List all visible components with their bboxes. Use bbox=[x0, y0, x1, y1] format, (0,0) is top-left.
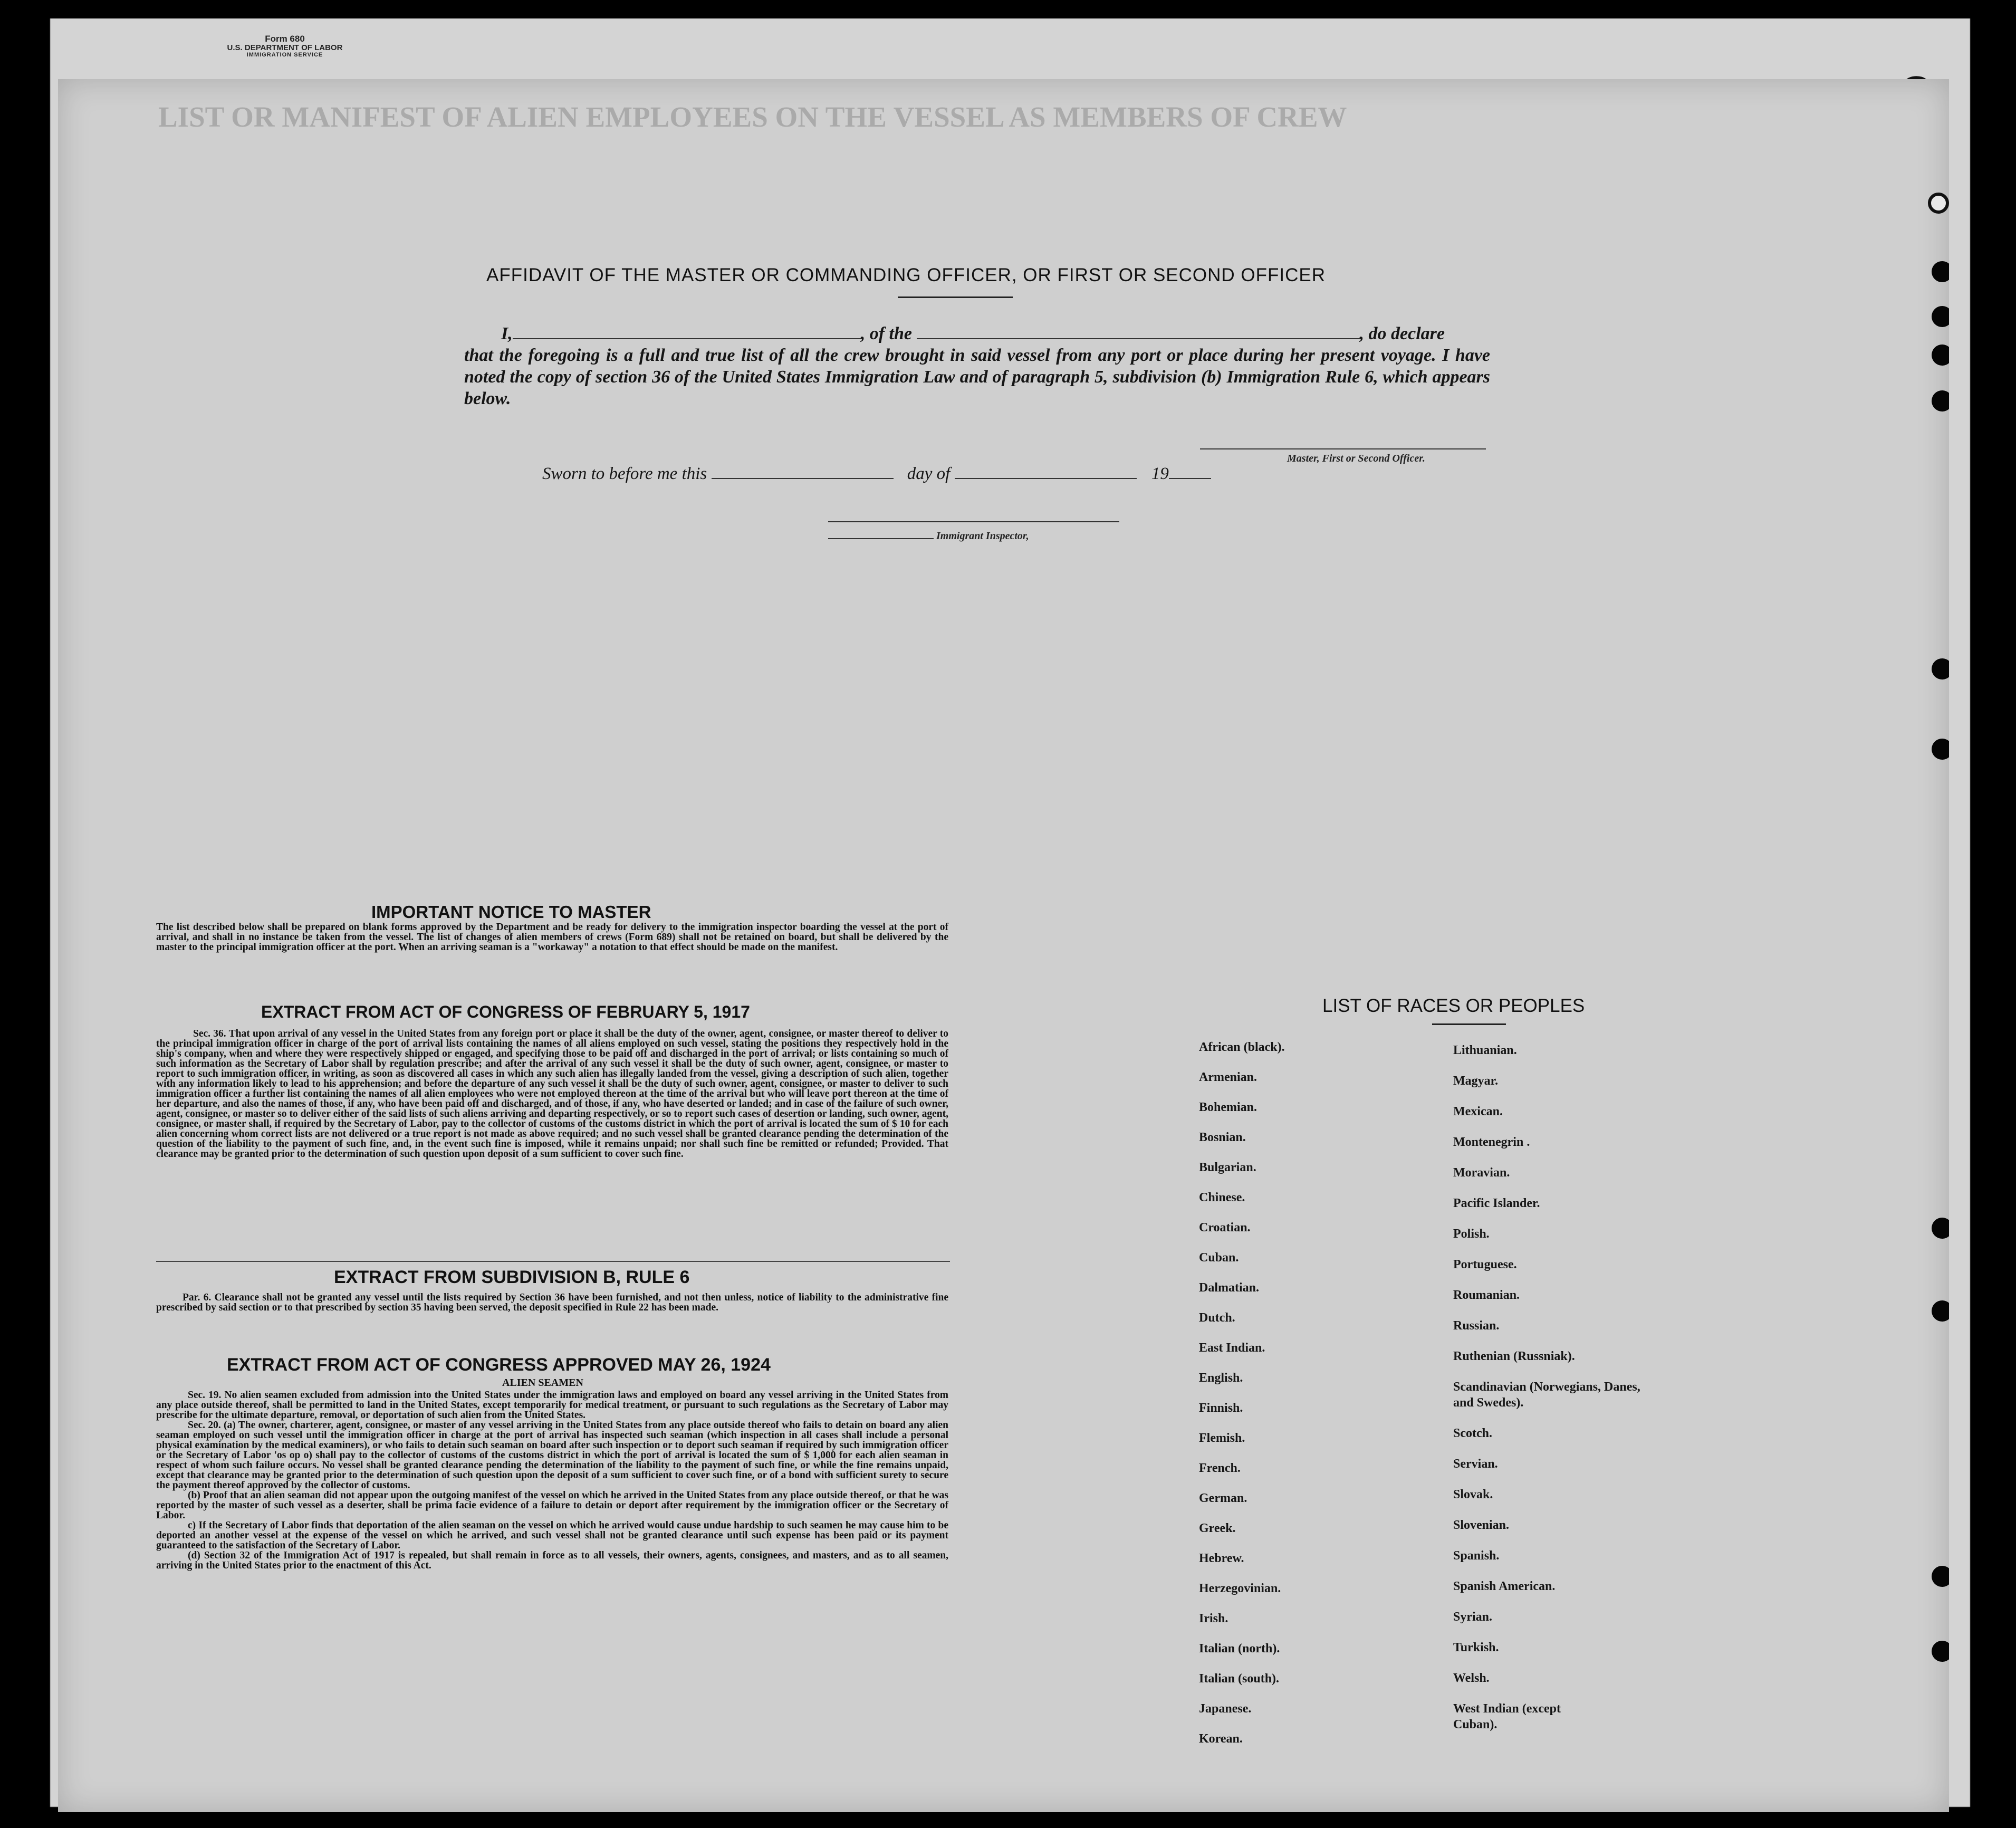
race-item: Chinese. bbox=[1199, 1191, 1245, 1204]
race-item: Syrian. bbox=[1453, 1610, 1493, 1624]
race-item: Japanese. bbox=[1199, 1702, 1252, 1716]
rule6-body: Par. 6. Clearance shall not be granted any vessel until the lists required by Section 36 have been furnished, and not then unless, notice of liability to the administrative fine prescribed by said section or to that prescribed by section 35 having been served, the deposit specified in Rule 22 has been made. bbox=[156, 1292, 948, 1313]
race-item: Russian. bbox=[1453, 1319, 1500, 1333]
year-blank bbox=[1169, 465, 1211, 479]
binder-hole bbox=[1928, 193, 1949, 214]
signature-label: Master, First or Second Officer. bbox=[1287, 453, 1425, 464]
service-name: IMMIGRATION SERVICE bbox=[246, 51, 323, 58]
race-item: Korean. bbox=[1199, 1732, 1243, 1746]
binder-hole bbox=[1932, 1566, 1949, 1587]
race-item: Lithuanian. bbox=[1453, 1044, 1517, 1057]
inspector-label: Immigrant Inspector, bbox=[936, 530, 1029, 542]
section-divider bbox=[156, 1261, 950, 1262]
extract-1924-title: EXTRACT FROM ACT OF CONGRESS APPROVED MAY 26, 1924 bbox=[227, 1355, 771, 1375]
inspector-label-row bbox=[828, 530, 1029, 542]
binder-hole bbox=[1932, 739, 1949, 760]
affidavit-statement: that the foregoing is a full and true list of all the crew brought in said vessel from any port or place during her present voyage. I have noted the copy of section 36 of the United States Immigration Law and of paragraph 5, subdivision (b) Immigration Rule 6, which appears below. bbox=[464, 346, 1490, 408]
extract-1917-body: Sec. 36. That upon arrival of any vessel in the United States from any foreign port or place it shall be the duty of the owner, agent, consignee, or master thereof to deliver to the principal immigration officer in charge of the port of arrival lists containing the names of all aliens employed on such vessel, stating the positions they respectively hold in the ship's company, when and where they were respectively shipped or engaged, and specifying those to be paid off and discharged in the port of arrival; or lists containing so much of such information as the Secretary of Labor shall by regulation prescribe; and after the arrival of any such vessel it shall be the duty of such owner, agent, consignee, or master to report to such immigration officer, in writing, as soon as discovered all cases in which any such alien has illegally landed from the vessel, giving a description of such alien, together with any information likely to lead to his apprehension; and before the departure of any such vessel it shall be the duty of such owner, agent, consignee, or master to deliver to such immigration officer a further list containing the names of all alien employees who were not employed thereon at the time of the arrival but who will leave port thereon at the time of her departure, and also the names of those, if any, who have been paid off and discharged, and of those, if any, who have deserted or landed; and in case of the failure of such owner, agent, consignee, or master so to deliver either of the said lists of such aliens arriving and departing respectively, or so to report such cases of desertion or landing, such owner, agent, consignee, or master shall, if required by the Secretary of Labor, pay to the collector of customs of the customs district in which the port of arrival is located the sum of $ 10 for each alien concerning whom correct lists are not delivered or a true report is not made as above required; and no such vessel shall be granted clearance pending the determination of the question of the liability to the payment of such fine, and, in the event such fine is imposed, while it remains unpaid; nor shall such fine be remitted or refunded; Provided. That clearance may be granted prior to the determination of such question upon deposit of a sum sufficient to cover such fine. bbox=[156, 1028, 948, 1160]
race-item: German. bbox=[1199, 1491, 1247, 1505]
extract-1924-body bbox=[156, 1390, 948, 1571]
extract-1917-title: EXTRACT FROM ACT OF CONGRESS OF FEBRUARY 5, 1917 bbox=[261, 1002, 750, 1021]
race-item: Scandinavian (Norwegians, Danes, and Swedes). bbox=[1453, 1380, 1640, 1410]
race-item: Moravian. bbox=[1453, 1166, 1510, 1180]
binder-hole bbox=[1932, 390, 1949, 411]
sec19-paragraph: Sec. 19. No alien seamen excluded from admission into the United States under the immigration laws and employed on board any vessel arriving in the United States from any place outside thereof, shall be permitted to land in the United States, except temporarily for medical treatment, or pursuant to such regulations as the Secretary of Labor may prescribe for the ultimate departure, removal, or deportation of such alien from the United States. bbox=[156, 1390, 948, 1421]
department-name: U.S. DEPARTMENT OF LABOR bbox=[227, 43, 343, 52]
race-item: Armenian. bbox=[1199, 1070, 1257, 1084]
sec20a-paragraph: Sec. 20. (a) The owner, charterer, agent, consignee, or master of any vessel arriving in the United States from any place outside thereof who fails to detain on board any alien seaman employed on such vessel until the immigration officer in charge at the port of arrival has inspected such seaman (which inspection in all cases shall include a personal physical examination by the medical examiners), or who fails to detain such seaman on board after such inspection or to deport such seaman if required by such immigration officer or the Secretary of Labor 'os op o) shall pay to the collector of customs of the customs district in which the port of arrival is located the sum of $ 1,000 for each alien seaman in respect of whom such failure occurs. No vessel shall be granted clearance pending the determination of the liability to the payment of such fine, or while the fine remains unpaid, except that clearance may be granted prior to the determination of such question upon the deposit of a sum sufficient to cover such fine, or of a bond with sufficient surety to secure the payment thereof approved by the collector of customs. bbox=[156, 1420, 948, 1491]
race-item: Bosnian. bbox=[1199, 1131, 1246, 1144]
day-of-text: day of bbox=[907, 464, 951, 483]
bleed-through-text: LIST OR MANIFEST OF ALIEN EMPLOYEES ON THE VESSEL AS MEMBERS OF CREW bbox=[158, 101, 1347, 133]
race-item: Polish. bbox=[1453, 1227, 1490, 1241]
race-item: African (black). bbox=[1199, 1040, 1285, 1054]
race-item: Bohemian. bbox=[1199, 1100, 1257, 1114]
binder-hole bbox=[1932, 261, 1949, 282]
race-item: East Indian. bbox=[1199, 1341, 1265, 1355]
race-item: Dutch. bbox=[1199, 1311, 1235, 1325]
sworn-line bbox=[542, 464, 1211, 484]
signature-line bbox=[1200, 448, 1486, 449]
race-item: Slovenian. bbox=[1453, 1518, 1510, 1532]
affidavit-declare: , do declare bbox=[1359, 324, 1445, 343]
affidavit-title: AFFIDAVIT OF THE MASTER OR COMMANDING OFFICER, OR FIRST OR SECOND OFFICER bbox=[486, 265, 1326, 285]
race-item: Bulgarian. bbox=[1199, 1161, 1256, 1174]
race-item: Greek. bbox=[1199, 1521, 1236, 1535]
binder-hole bbox=[1932, 658, 1949, 679]
race-item: Servian. bbox=[1453, 1457, 1498, 1471]
race-item: Scotch. bbox=[1453, 1427, 1492, 1440]
binder-hole bbox=[1932, 1641, 1949, 1662]
race-item: Montenegrin . bbox=[1453, 1135, 1530, 1149]
races-title: LIST OF RACES OR PEOPLES bbox=[1322, 996, 1585, 1016]
race-item: Italian (south). bbox=[1199, 1672, 1280, 1686]
binder-hole bbox=[1932, 306, 1949, 327]
notice-title: IMPORTANT NOTICE TO MASTER bbox=[371, 902, 651, 922]
race-item: Turkish. bbox=[1453, 1641, 1499, 1654]
title-rule bbox=[898, 296, 1013, 298]
race-item: French. bbox=[1199, 1461, 1241, 1475]
race-item: Pacific Islander. bbox=[1453, 1197, 1540, 1210]
sworn-text: Sworn to before me this bbox=[542, 464, 707, 483]
race-item: Finnish. bbox=[1199, 1401, 1243, 1415]
binder-hole bbox=[1932, 1218, 1949, 1239]
extract-1924-subtitle: ALIEN SEAMEN bbox=[502, 1377, 583, 1389]
race-item: Spanish. bbox=[1453, 1549, 1500, 1563]
form-number: Form 680 bbox=[265, 34, 305, 44]
race-item: Welsh. bbox=[1453, 1671, 1490, 1685]
day-blank bbox=[712, 465, 894, 479]
month-blank bbox=[955, 465, 1137, 479]
sec20c-paragraph: c) If the Secretary of Labor finds that deportation of the alien seaman on the vessel on which he arrived would cause undue hardship to such seamen he may cause him to be deported an another vessel at the expense of the vessel on which he arrived, and such vessel shall not be granted clearance until such expense has been paid or its payment guaranteed to the satisfaction of the Secretary of Labor. bbox=[156, 1520, 948, 1551]
affidavit-of-the: , of the bbox=[860, 324, 913, 343]
name-blank bbox=[513, 326, 861, 339]
race-item: Irish. bbox=[1199, 1612, 1228, 1625]
race-item: Roumanian. bbox=[1453, 1288, 1520, 1302]
races-title-rule bbox=[1432, 1023, 1506, 1025]
inspector-signature-line bbox=[828, 521, 1119, 522]
affidavit-body bbox=[464, 323, 1490, 409]
inspector-blank bbox=[828, 531, 934, 539]
race-item: Mexican. bbox=[1453, 1105, 1503, 1118]
race-item: Magyar. bbox=[1453, 1074, 1499, 1088]
rule6-title: EXTRACT FROM SUBDIVISION B, RULE 6 bbox=[334, 1267, 690, 1287]
race-item: English. bbox=[1199, 1371, 1243, 1385]
binder-hole bbox=[1932, 344, 1949, 366]
vessel-blank bbox=[917, 326, 1360, 339]
year-text: 19 bbox=[1151, 464, 1169, 483]
form-header bbox=[208, 34, 361, 58]
race-item: Slovak. bbox=[1453, 1488, 1493, 1501]
race-item: Croatian. bbox=[1199, 1221, 1251, 1234]
notice-body: The list described below shall be prepared on blank forms approved by the Department and be ready for delivery to the immigration inspector boarding the vessel at the port of arrival, and shall in no instance be taken from the vessel. The list of changes of alien members of crews (Form 689) shall not be retained on board, but shall be delivered by the master to the principal immigration officer at the port. When an arriving seaman is a "workaway" a notation to that effect should be made on the manifest. bbox=[156, 922, 948, 953]
race-item: Spanish American. bbox=[1453, 1580, 1556, 1593]
race-item: West Indian (except Cuban). bbox=[1453, 1702, 1561, 1731]
race-item: Flemish. bbox=[1199, 1431, 1245, 1445]
affidavit-i: I, bbox=[501, 324, 513, 343]
race-item: Portuguese. bbox=[1453, 1258, 1517, 1271]
race-item: Herzegovinian. bbox=[1199, 1582, 1281, 1595]
race-item: Ruthenian (Russniak). bbox=[1453, 1350, 1575, 1363]
binder-hole bbox=[1932, 1300, 1949, 1322]
race-item: Hebrew. bbox=[1199, 1552, 1244, 1565]
race-item: Cuban. bbox=[1199, 1251, 1239, 1265]
sec20d-paragraph: (d) Section 32 of the Immigration Act of 1917 is repealed, but shall remain in force as to all vessels, their owners, agents, consignees, and masters, and as to all seamen, arriving in the United States prior to the enactment of this Act. bbox=[156, 1550, 948, 1571]
race-item: Dalmatian. bbox=[1199, 1281, 1259, 1295]
manifest-page bbox=[58, 79, 1949, 1812]
sec20b-paragraph: (b) Proof that an alien seaman did not appear upon the outgoing manifest of the vessel on which he arrived in the United States from any place outside thereof, or that he was reported by the master of such vessel as a deserter, shall be prima facie evidence of a failure to detain or deport after requirement by the immigration officer or the Secretary of Labor. bbox=[156, 1490, 948, 1521]
race-item: Italian (north). bbox=[1199, 1642, 1280, 1655]
